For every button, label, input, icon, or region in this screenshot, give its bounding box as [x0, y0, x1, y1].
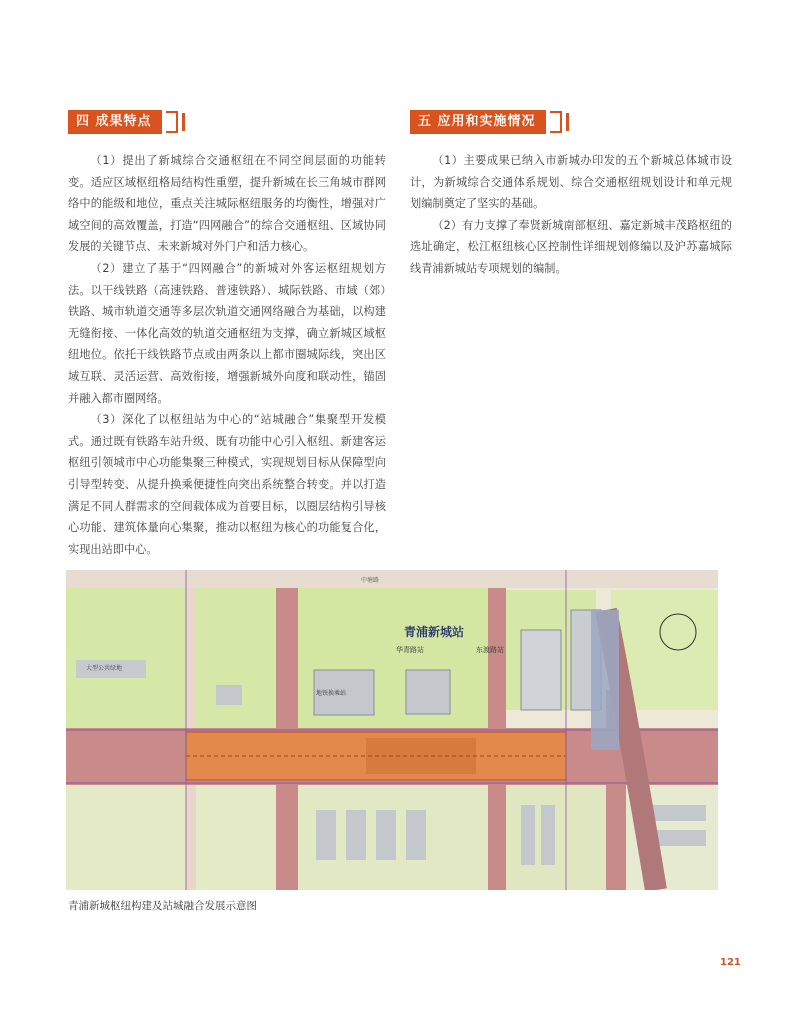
map-label-station: 青浦新城站	[404, 625, 465, 639]
paragraph: （3）深化了以枢纽站为中心的“站城融合”集聚型开发模式。通过既有铁路车站升级、既有功能中心引入枢纽、新建客运枢纽引领城市中心功能集聚三种模式，实现规划目标从保障型向引导型转变、从提升换乘便捷性向突出系统整合转变。并以打造满足不同人群需求的空间载体成为首要目标，以圈层结构引导核心功能、建筑体量向心集聚，推动以枢纽为核心的功能复合化，实现出站即中心。	[68, 413, 386, 556]
section-title: 四 成果特点	[68, 110, 162, 134]
section-header-application	[410, 110, 569, 134]
bracket-icon	[550, 111, 562, 133]
map-label-park: 大型公共绿地	[86, 665, 123, 672]
paragraph: （1）提出了新城综合交通枢纽在不同空间层面的功能转变。适应区域枢纽格局结构性重塑，提升新城在长三角城市群网络中的能级和地位，重点关注城际枢纽服务的均衡性，增强对广域空间的高效覆盖，打造“四网融合”的综合交通枢纽、区域协同发展的关键节点、未来新城对外门户和活力核心。	[68, 154, 386, 254]
left-column	[68, 150, 386, 560]
bar-icon	[182, 113, 185, 131]
page-number: 121	[720, 957, 741, 968]
section-title: 五 应用和实施情况	[410, 110, 546, 134]
bar-icon	[566, 113, 569, 131]
site-plan-map	[66, 570, 718, 890]
paragraph: （2）建立了基于“四网融合”的新城对外客运枢纽规划方法。以干线铁路（高速铁路、普速铁路）、城际铁路、市域（郊）铁路、城市轨道交通等多层次轨道交通网络融合为基础，以构建无缝衔接、一体化高效的轨道交通枢纽为支撑，确立新城区域枢纽地位。依托干线铁路节点或由两条以上都市圈城际线，突出区域互联、灵活运营、高效衔接，增强新城外向度和联动性，锚固并融入都市圈网络。	[68, 261, 386, 405]
map-label-road2: 东渡路站	[476, 646, 504, 654]
map-label-bldg: 地铁换乘站	[316, 690, 347, 697]
map-label-road3: 中塘路	[361, 577, 380, 584]
right-column	[410, 150, 732, 280]
paragraph: （1）主要成果已纳入市新城办印发的五个新城总体城市设计，为新城综合交通体系规划、综合交通枢纽规划设计和单元规划编制奠定了坚实的基础。	[410, 154, 732, 211]
site-plan-figure	[66, 570, 718, 890]
section-header-features	[68, 110, 185, 134]
bracket-icon	[166, 111, 178, 133]
paragraph: （2）有力支撑了奉贤新城南部枢纽、嘉定新城丰茂路枢纽的选址确定，松江枢纽核心区控制性详细规划修编以及沪苏嘉城际线青浦新城站专项规划的编制。	[410, 218, 732, 275]
figure-caption: 青浦新城枢纽构建及站城融合发展示意图	[68, 900, 257, 912]
map-label-road1: 华青路站	[396, 646, 424, 654]
